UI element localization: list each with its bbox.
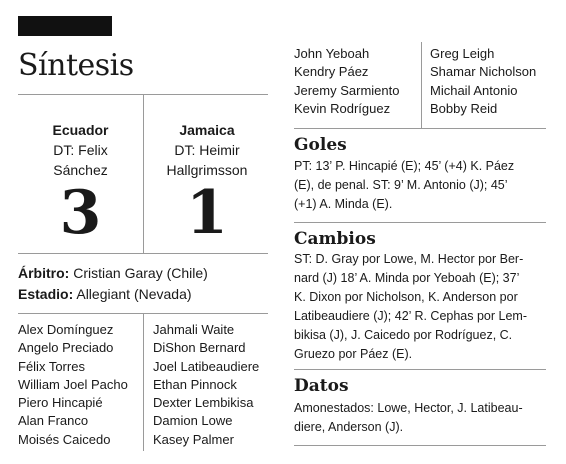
cambios-line: K. Dixon por Nicholson, K. Anderson por [294,290,518,304]
referee-label: Árbitro: [18,265,70,281]
player-name: Moisés Caicedo [18,431,111,447]
away-lineup-cont [430,45,536,118]
player-name: Damion Lowe [153,413,233,429]
away-lineup [153,321,259,449]
officials-block [18,263,208,305]
player-name: Dexter Lembikisa [153,395,254,411]
player-name: Michail Antonio [430,82,518,98]
away-coach-line2: Hallgrimsson [166,162,248,178]
player-name: Jeremy Sarmiento [294,82,400,98]
home-coach-line2: Sánchez [53,162,108,178]
player-name: Alex Domínguez [18,322,114,337]
divider [294,128,546,129]
away-score: 1 [186,178,228,248]
cambios-line: bikisa (J), J. Caicedo por Rodríguez, C. [294,328,513,342]
stadium-label: Estadio: [18,286,74,302]
home-score: 3 [59,178,102,248]
goles-line: (E), de penal. ST: 9’ M. Antonio (J); 45’ [294,178,508,192]
player-name: Joel Latibeaudiere [153,358,260,374]
divider [294,222,546,223]
goles-line: (+1) A. Minda (E). [294,197,393,211]
cambios-line: Latibeaudiere (J); 42’ R. Cephas por Lem- [294,309,527,323]
cambios-line: Gruezo por Páez (E). [294,347,413,361]
player-name: Shamar Nicholson [430,64,537,80]
goles-heading: Goles [294,135,347,155]
cambios-line: ST: D. Gray por Lowe, M. Hector por Ber- [294,252,524,266]
player-name: Félix Torres [18,358,85,374]
divider [294,445,546,446]
referee-value: Cristian Garay (Chile) [73,265,208,281]
player-name: Piero Hincapié [18,395,103,411]
lineup-divider [143,313,144,451]
goles-line: PT: 13’ P. Hincapié (E); 45’ (+4) K. Páez [294,159,515,173]
stadium-line [18,284,208,305]
home-team-block [18,120,143,180]
cambios-heading: Cambios [294,229,376,249]
page-title: Síntesis [18,48,134,83]
away-team-name: Jamaica [179,122,235,138]
datos-line: diere, Anderson (J). [294,420,404,434]
player-name: William Joel Pacho [18,376,128,392]
player-name: Kasey Palmer [153,431,234,447]
away-coach-line1: DT: Heimir [174,142,240,158]
player-name: Ethan Pinnock [153,376,237,392]
home-lineup [18,321,128,449]
lineup-cont-divider [421,42,422,128]
datos-body [294,399,546,437]
player-name: John Yeboah [294,46,370,61]
datos-heading: Datos [294,376,349,396]
home-team-name: Ecuador [52,122,109,138]
player-name: Jahmali Waite [153,322,235,337]
referee-line [18,263,208,284]
goles-body [294,157,546,214]
player-name: Greg Leigh [430,46,495,61]
cambios-body [294,250,546,364]
player-name: DiShon Bernard [153,340,246,356]
divider [18,253,268,254]
divider [294,369,546,370]
header-black-bar [18,16,112,36]
player-name: Kevin Rodríguez [294,100,391,116]
player-name: Angelo Preciado [18,340,114,356]
stadium-value: Allegiant (Nevada) [76,286,192,302]
home-lineup-cont [294,45,399,118]
player-name: Alan Franco [18,413,89,429]
player-name: Kendry Páez [294,64,369,80]
player-name: Bobby Reid [430,100,498,116]
cambios-line: nard (J) 18’ A. Minda por Yeboah (E); 37’ [294,271,520,285]
away-team-block [144,120,270,180]
home-coach-line1: DT: Felix [53,142,108,158]
datos-line: Amonestados: Lowe, Hector, J. Latibeau- [294,401,523,415]
